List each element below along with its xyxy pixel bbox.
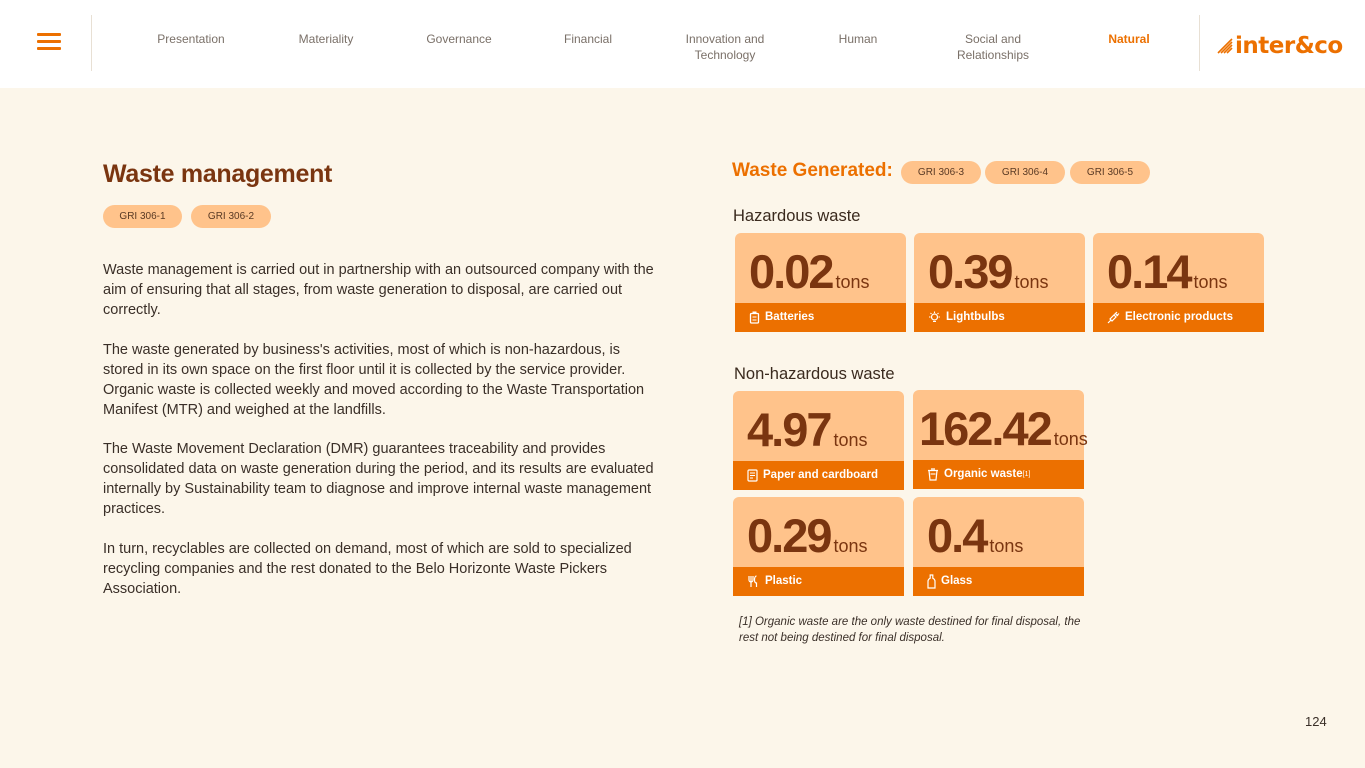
non-hazardous-waste-title: Non-hazardous waste [734, 365, 895, 383]
page-title: Waste management [103, 160, 333, 188]
waste-unit: tons [833, 536, 868, 556]
waste-unit: tons [835, 272, 870, 292]
lightbulb-icon [928, 311, 941, 324]
hazardous-waste-title: Hazardous waste [733, 207, 861, 225]
waste-card-batteries [735, 233, 906, 332]
waste-card-plastic [733, 497, 904, 596]
bottle-icon [927, 574, 936, 589]
page-number: 124 [1305, 714, 1327, 729]
waste-label: Plastic [765, 575, 803, 587]
waste-label: Organic waste [944, 468, 1023, 480]
waste-unit: tons [1014, 272, 1049, 292]
gri-tag: GRI 306-1 [103, 205, 182, 228]
nav-item-innovation-and-technology[interactable]: Innovation and Technology [685, 32, 765, 62]
waste-generated-title: Waste Generated: [732, 160, 893, 181]
nav-item-presentation[interactable]: Presentation [157, 32, 225, 46]
inter-co-logo[interactable] [1217, 33, 1343, 59]
plug-icon [1107, 311, 1120, 324]
waste-card-electronic-products [1093, 233, 1264, 332]
waste-value: 0.4 [927, 509, 987, 562]
waste-unit: tons [1193, 272, 1228, 292]
logo-text: inter&co [1235, 33, 1343, 59]
waste-value: 162.42 [919, 402, 1051, 455]
body-paragraph: The waste generated by business's activities, most of which is non-hazardous, is stored in its own space on the first floor until it is collected by the service provider. Organic waste is collected weekly and moved according to the Waste Transportation Manifest (MTR) and weighed at the landfills. [103, 342, 645, 418]
waste-label: Lightbulbs [946, 311, 1005, 323]
waste-card-glass [913, 497, 1084, 596]
top-navigation-bar [0, 0, 1365, 88]
waste-label: Glass [941, 575, 973, 587]
cutlery-icon [747, 575, 760, 588]
waste-label: Electronic products [1125, 311, 1233, 323]
gri-tag: GRI 306-3 [901, 161, 981, 184]
bin-icon [927, 468, 939, 481]
nav-item-governance[interactable]: Governance [426, 32, 492, 46]
waste-unit: tons [1053, 429, 1088, 449]
battery-icon [749, 311, 760, 324]
waste-unit: tons [989, 536, 1024, 556]
nav-item-materiality[interactable]: Materiality [298, 32, 354, 46]
nav-item-financial[interactable]: Financial [563, 32, 613, 46]
body-paragraph: Waste management is carried out in partnership with an outsourced company with the aim of ensuring that all stages, from waste generation to disposal, are carried out correctly. [103, 262, 654, 318]
waste-value: 0.39 [928, 245, 1012, 298]
nav-item-natural[interactable]: Natural [1108, 32, 1150, 46]
waste-value: 0.29 [747, 509, 831, 562]
hamburger-menu-icon[interactable] [37, 31, 61, 51]
waste-label: Batteries [765, 311, 815, 323]
nav-item-human[interactable]: Human [838, 32, 878, 46]
waste-card-lightbulbs [914, 233, 1085, 332]
paper-icon [747, 469, 758, 482]
waste-card-paper-and-cardboard [733, 391, 904, 490]
nav-item-social-and-relationships[interactable]: Social and Relationships [956, 32, 1030, 62]
waste-label: Paper and cardboard [763, 469, 879, 481]
waste-value: 0.14 [1107, 245, 1191, 298]
nav-divider [91, 15, 92, 71]
gri-tag: GRI 306-5 [1070, 161, 1150, 184]
waste-card-organic-waste: 162.42 tons Organic waste [1] [913, 390, 1084, 489]
footnote: [1] Organic waste are the only waste destined for final disposal, the rest not being destined for final disposal. [739, 616, 1081, 644]
body-paragraph: The Waste Movement Declaration (DMR) guarantees traceability and provides consolidated data on waste generation during the period, and its results are evaluated internally by Sustainability team to diagnose and improve internal waste management practices. [103, 441, 654, 517]
gri-tag: GRI 306-4 [985, 161, 1065, 184]
logo-sun-icon [1217, 38, 1233, 54]
waste-unit: tons [833, 430, 868, 450]
body-paragraph: In turn, recyclables are collected on demand, most of which are sold to specialized recycling companies and the rest donated to the Belo Horizonte Waste Pickers Association. [103, 541, 632, 597]
waste-value: 0.02 [749, 245, 833, 298]
nav-divider [1199, 15, 1200, 71]
waste-value: 4.97 [747, 403, 831, 456]
gri-tag: GRI 306-2 [191, 205, 271, 228]
